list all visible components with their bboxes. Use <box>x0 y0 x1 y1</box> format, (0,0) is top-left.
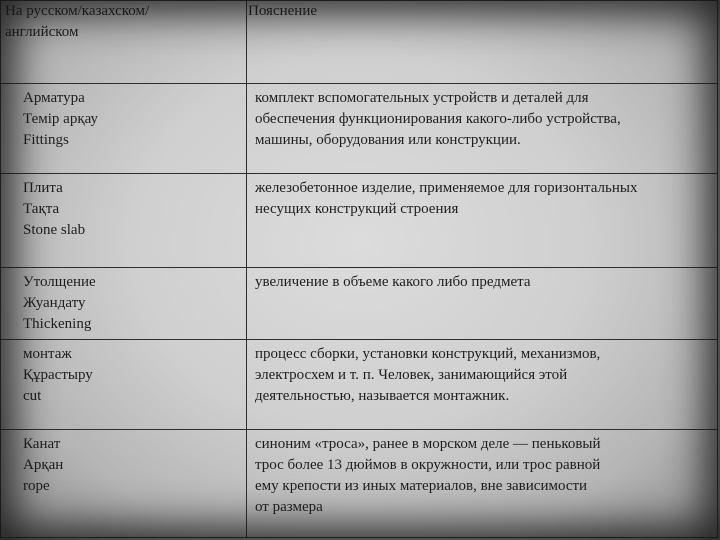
term-russian: монтаж <box>23 346 72 362</box>
term-cell <box>1 430 247 538</box>
explanation-line: обеспечения функционирования какого-либо устройства, <box>255 111 621 127</box>
explanation-line: трос более 13 дюймов в окружности, или трос равной <box>255 457 601 473</box>
term-cell <box>1 84 247 174</box>
table-row <box>1 268 718 340</box>
term-russian: Утолщение <box>23 274 96 290</box>
explanation-line: увеличение в объеме какого либо предмета <box>255 274 531 290</box>
term-english: Stone slab <box>23 222 86 238</box>
explanation-line: комплект вспомогательных устройств и деталей для <box>255 90 589 106</box>
header-term-line1: На русском/казахском/ <box>5 3 150 19</box>
term-cell <box>1 268 247 340</box>
term-kazakh: Құрастыру <box>23 367 93 383</box>
explanation-line: машины, оборудования или конструкции. <box>255 132 521 148</box>
term-cell <box>1 174 247 268</box>
explanation-line: синоним «троса», ранее в морском деле — пеньковый <box>255 436 601 452</box>
header-explanation-cell <box>247 1 718 84</box>
term-english: rope <box>23 478 50 494</box>
explanation-cell <box>247 84 718 174</box>
header-term-line2: английском <box>5 24 79 40</box>
term-kazakh: Темір арқау <box>23 111 98 127</box>
explanation-line: несущих конструкций строения <box>255 201 459 217</box>
header-explanation: Пояснение <box>248 3 318 19</box>
term-english: Fittings <box>23 132 69 148</box>
term-cell <box>1 340 247 430</box>
explanation-line: ему крепости из иных материалов, вне зависимости <box>255 478 588 494</box>
table-row <box>1 340 718 430</box>
table-row <box>1 430 718 538</box>
term-english: cut <box>23 388 42 404</box>
header-term-cell <box>1 1 247 84</box>
header-row <box>1 1 718 84</box>
term-english: Thickening <box>23 316 92 332</box>
explanation-line: процесс сборки, установки конструкций, механизмов, <box>255 346 601 362</box>
term-russian: Плита <box>23 180 63 196</box>
explanation-cell <box>247 340 718 430</box>
explanation-line: электросхем и т. п. Человек, занимающийся этой <box>255 367 568 383</box>
term-russian: Канат <box>23 436 61 452</box>
term-kazakh: Арқан <box>23 457 64 473</box>
explanation-line: от размера <box>255 499 323 515</box>
explanation-cell <box>247 174 718 268</box>
explanation-line: деятельностью, называется монтажник. <box>255 388 510 404</box>
term-russian: Арматура <box>23 90 85 106</box>
term-kazakh: Жуандату <box>23 295 86 311</box>
explanation-cell <box>247 268 718 340</box>
explanation-cell <box>247 430 718 538</box>
table-row <box>1 174 718 268</box>
explanation-line: железобетонное изделие, применяемое для горизонтальных <box>255 180 638 196</box>
table-row <box>1 84 718 174</box>
term-kazakh: Тақта <box>23 201 60 217</box>
